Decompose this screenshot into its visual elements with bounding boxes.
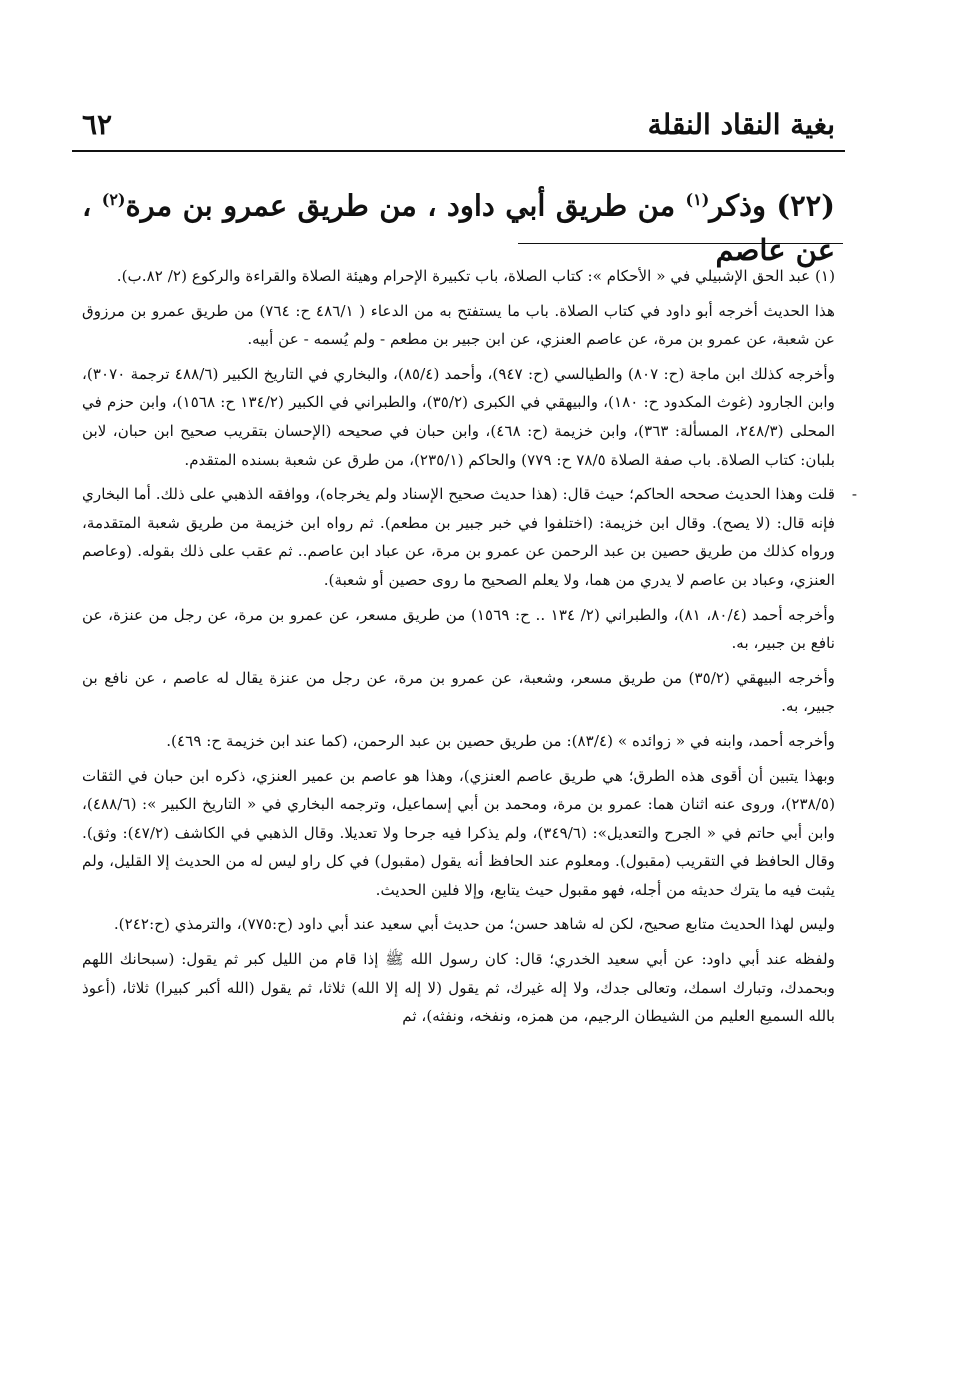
footnotes — [82, 262, 857, 1037]
footnote-paragraph: وأخرجه أحمد (٨٠/٤، ٨١)، والطبراني (٢/ ١٣٤ .. ح: ١٥٦٩) من طريق مسعر، عن عمرو بن مرة، عن رجل من عنزة، عن نافع بن جبير، به. — [82, 605, 835, 653]
footnote-paragraph: وأخرجه كذلك ابن ماجة (ح: ٨٠٧) والطيالسي (ح: ٩٤٧)، وأحمد (٨٥/٤)، والبخاري في التاريخ الكبير (٤٨٨/٦ ترجمة ٣٠٧٠)، وابن الجارود (غوث المكدود ح: ١٨٠)، والبيهقي في الكبرى (٣٥/٢)، والطبراني في الكبير (١٣٤/٢ ح: ١٥٦٨)، وابن حزم في المحلى (٢٤٨/٣، المسألة: ٣٦٣)، وابن خزيمة (ح: ٤٦٨)، وابن حبان في صحيحه (الإحسان بتقريب صحيح ابن حبان، لابن بلبان: كتاب الصلاة. باب صفة الصلاة ٧٨/٥ ح: ٧٧٩) والحاكم (٢٣٥/١)، من طرق عن شعبة بسنده المتقدم. — [82, 364, 835, 469]
main-text-part2: من طريق أبي داود ، من طريق عمرو بن مرة — [125, 188, 686, 223]
footnote-paragraph: (١) عبد الحق الإشبيلي في « الأحكام »: كتاب الصلاة، باب تكبيرة الإحرام وهيئة الصلاة والقراءة والركوع (٢/ ٨٢.ب). — [116, 267, 835, 285]
page-number: ٦٢ — [82, 108, 113, 141]
book-title: بغية النقاد النقلة — [647, 108, 835, 141]
main-text — [82, 178, 835, 272]
footnote-paragraph: وليس لهذا الحديث متابع صحيح، لكن له شاهد حسن؛ من حديث أبي سعيد عند أبي داود (ح:٧٧٥)، والترمذي (ح:٢٤٢). — [113, 915, 835, 934]
page-header — [82, 108, 835, 141]
header-rule — [72, 150, 845, 152]
main-text-part3: ، عن عاصم — [82, 188, 835, 267]
footnote-paragraph: ولفظه عند أبي داود: عن أبي سعيد الخدري؛ قال: كان رسول الله ﷺ إذا قام من الليل كبر ثم يقول: (سبحانك اللهم وبحمدك، وتبارك اسمك، وتعالى جدك، ولا إله غيرك، ثم يقول (لا إله إلا الله) ثلاثا، ثم يقول (الله أكبر كبيرا) ثلاثا، (أعوذ بالله السميع العليم من الشيطان الرجيم، من همزه، ونفخه، ونفثه)، ثم — [82, 950, 835, 1026]
page — [82, 0, 857, 1385]
footnote-ref-1: (١) — [685, 190, 710, 209]
footnote-paragraph: هذا الحديث أخرجه أبو داود في كتاب الصلاة. باب ما يستفتح به من الدعاء ( ٤٨٦/١ ح: ٧٦٤) من طريق عمرو بن مرزوق عن شعبة، عن عمرو بن مرة، عن عاصم العنزي، عن ابن جبير بن مطعم - ولم يُسمه - عن أبيه. — [82, 301, 836, 349]
footnote-ref-2: (٢) — [101, 190, 126, 209]
main-text-part1: (٢٢) وذكر — [709, 188, 835, 223]
footnote-paragraph-text: قلت وهذا الحديث صححه الحاكم؛ حيث قال: (هذا حديث صحيح الإسناد ولم يخرجاه)، ووافقه الذهبي على ذلك. أما البخاري فإنه قال: (لا يصح). وقال ابن خزيمة: (اختلفوا في خبر جبير بن مطعم). ثم رواه ابن خزيمة من طريق شعبة المتقدمة، ورواه كذلك من طريق حصين بن عبد الرحمن عن عمرو بن مرة، عن عباد ابن عاصم.. ثم عقب على ذلك بقوله. (وعاصم العنزي، وعباد بن عاصم لا يدري من هما، ولا يعلم الصحيح ما روى حصين أو شعبة). — [82, 485, 835, 589]
footnote-paragraph — [82, 480, 857, 594]
footnote-rule — [518, 243, 843, 244]
footnote-paragraph: وأخرجه البيهقي (٣٥/٢) من طريق مسعر، وشعبة، عن عمرو بن مرة، عن رجل من عنزة يقال له عاصم ، عن نافع بن جبير، به. — [82, 668, 835, 716]
dash-mark: - — [851, 485, 857, 504]
footnote-paragraph: وبهذا يتبين أن أقوى هذه الطرق؛ هي طريق عاصم العنزي)، وهذا هو عاصم بن عمير العنزي، ذكره ابن حبان في الثقات (٢٣٨/٥)، وروى عنه اثنان هما: عمرو بن مرة، ومحمد بن أبي إسماعيل، وترجمه البخاري في « التاريخ الكبير »: (٤٨٨/٦)، وابن أبي حاتم في « الجرح والتعديل»: (٣٤٩/٦)، ولم يذكرا فيه جرحا ولا تعديلا. وقال الذهبي في الكاشف (٤٧/٢): وثق). وقال الحافظ في التقريب (مقبول). ومعلوم عند الحافظ أنه يقول (مقبول) في كل راو ليس له من الحديث إلا القليل، ولم يثبت فيه ما يترك حديثه من أجله، فهو مقبول حيث يتابع، وإلا فلين الحديث. — [82, 766, 835, 899]
footnote-paragraph: وأخرجه أحمد، وابنه في « زوائده » (٨٣/٤): من طريق حصين بن عبد الرحمن، (كما عند ابن خزيمة ح: ٤٦٩). — [166, 731, 835, 750]
